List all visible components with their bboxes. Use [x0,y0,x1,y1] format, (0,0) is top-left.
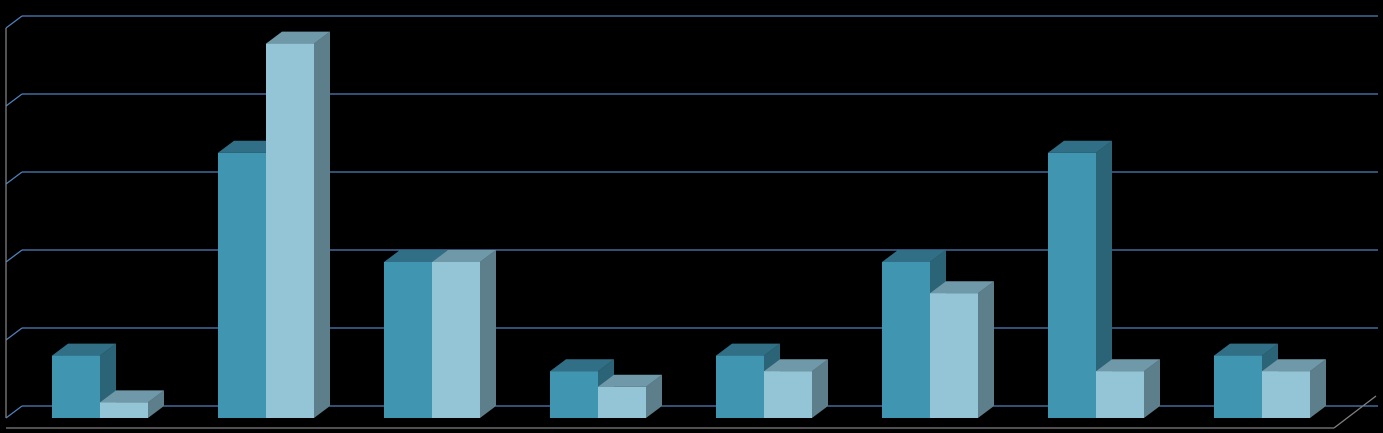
bar-front [52,356,100,418]
bar-front [550,371,598,418]
bar [930,281,994,418]
bar-front [716,356,764,418]
bar-front [1048,153,1096,418]
gridline-diagonal [6,250,22,262]
bar-front [384,262,432,418]
bar [598,375,662,418]
bar-front [764,371,812,418]
bars [52,32,1326,418]
bar-front [1262,371,1310,418]
bar [266,32,330,418]
bar-front [100,402,148,418]
bar-front [218,153,266,418]
gridlines [6,16,1378,428]
bar-side [480,250,496,418]
gridline-diagonal [6,94,22,106]
gridline-diagonal [6,406,22,418]
gridline-diagonal [6,172,22,184]
bar [764,359,828,418]
bar [1096,359,1160,418]
bar-front [266,44,314,418]
bar-front [1214,356,1262,418]
floor-edge [1334,396,1376,428]
bar-front [930,293,978,418]
bar-front [1096,371,1144,418]
bar-side [978,281,994,418]
bar-front [432,262,480,418]
bar-front [598,387,646,418]
bar [432,250,496,418]
gridline-diagonal [6,16,22,28]
bar-front [882,262,930,418]
bar-side [314,32,330,418]
gridline-diagonal [6,328,22,340]
bar [1262,359,1326,418]
